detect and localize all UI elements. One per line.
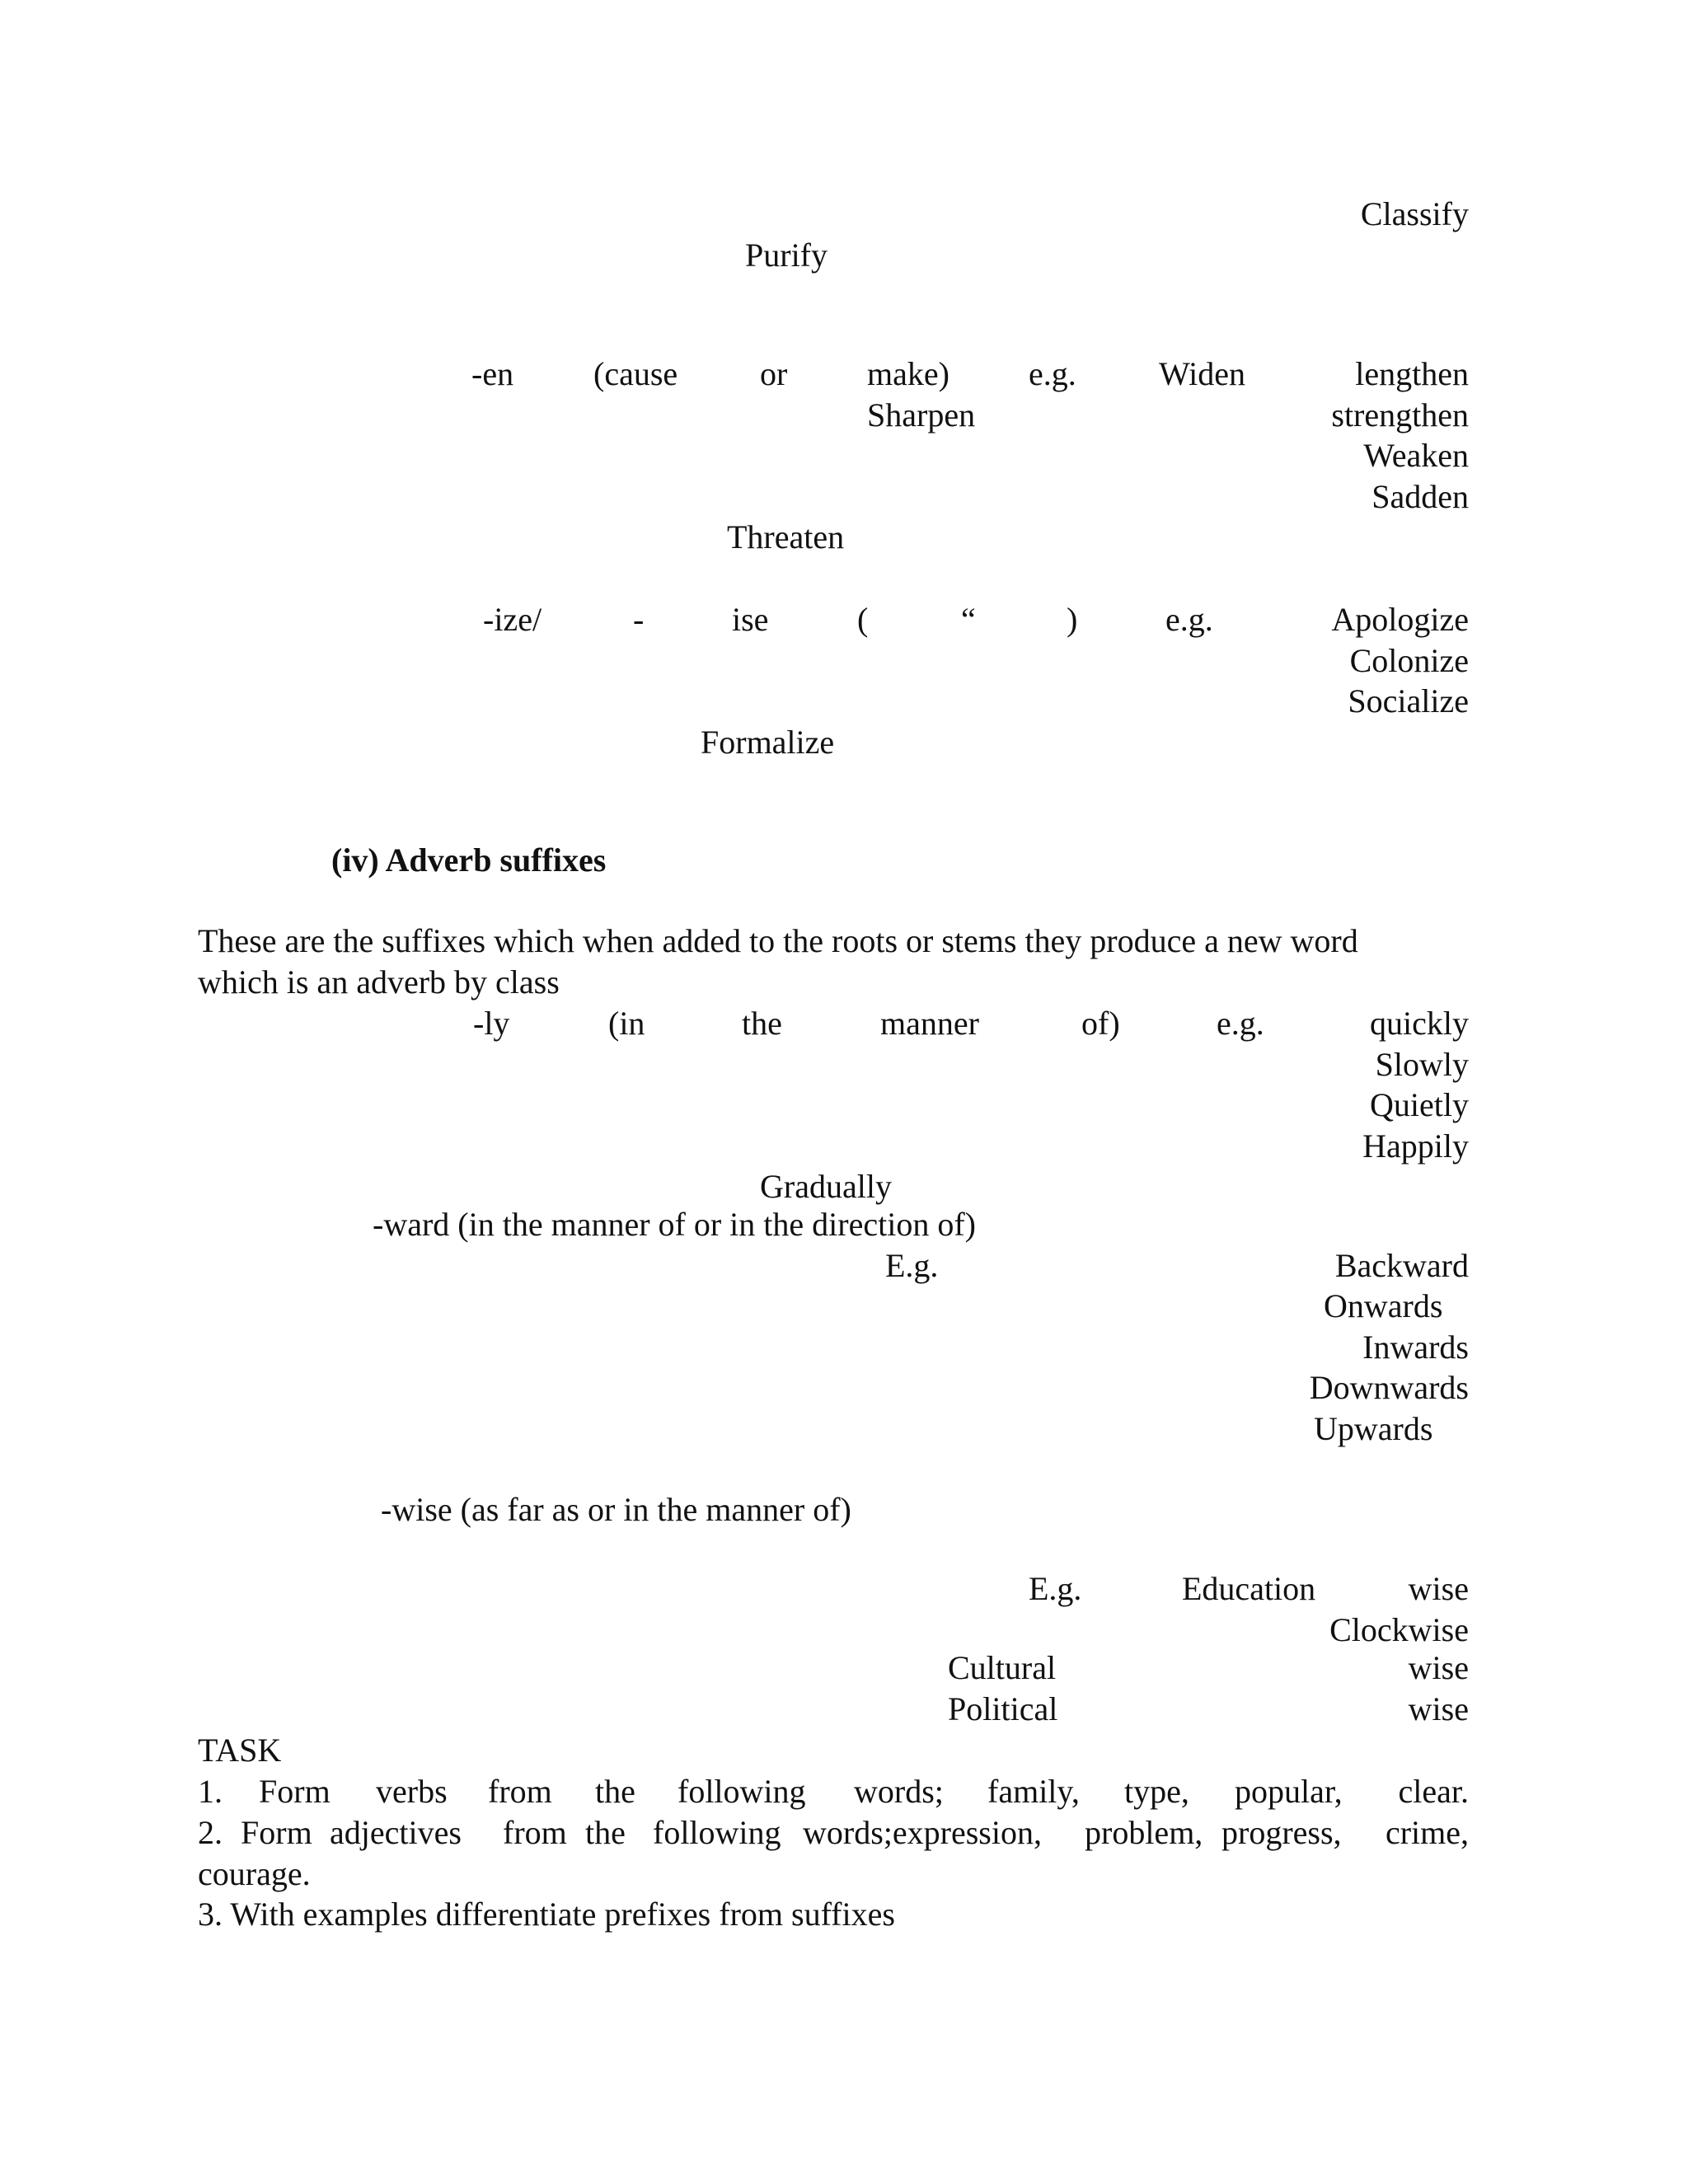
example-widen: Widen	[1159, 355, 1246, 392]
suffix-ly-meaning-2: the	[742, 1005, 782, 1042]
suffix-en-meaning-1: (cause	[593, 355, 678, 392]
suffix-wise-line: -wise (as far as or in the manner of)	[381, 1491, 851, 1528]
task-word: following	[653, 1814, 781, 1851]
task-item-2-continuation: courage.	[198, 1855, 311, 1892]
task-word: from	[488, 1773, 552, 1810]
suffix-ward-line: -ward (in the manner of or in the direction of)	[373, 1206, 976, 1243]
ditto-mark: “	[961, 601, 976, 638]
example-threaten: Threaten	[727, 518, 845, 555]
example-apologize: Apologize	[1331, 601, 1469, 638]
example-downwards: Downwards	[1309, 1369, 1469, 1406]
task-word: type,	[1124, 1773, 1189, 1810]
example-strengthen: strengthen	[1331, 396, 1469, 434]
eg-label: e.g.	[1029, 355, 1076, 392]
task-word: Form	[259, 1773, 331, 1810]
suffix-ly: -ly	[473, 1005, 510, 1042]
example-education: Education	[1182, 1570, 1316, 1607]
example-purify: Purify	[745, 237, 828, 274]
example-lengthen: lengthen	[1355, 355, 1469, 392]
intro-paragraph-line-1: These are the suffixes which when added to the roots or stems they produce a new word	[198, 922, 1358, 959]
example-quietly: Quietly	[1370, 1086, 1469, 1123]
example-clockwise: Clockwise	[1329, 1611, 1469, 1648]
task-item-number: 1.	[198, 1773, 223, 1810]
suffix-en-meaning-2: or	[760, 355, 788, 392]
example-socialize: Socialize	[1348, 682, 1469, 719]
example-colonize: Colonize	[1349, 642, 1469, 679]
suffix-ize: -ize/	[483, 601, 542, 638]
intro-paragraph-line-2: which is an adverb by class	[198, 963, 560, 1001]
task-word: problem,	[1085, 1814, 1203, 1851]
example-inwards: Inwards	[1362, 1329, 1469, 1366]
open-paren: (	[857, 601, 869, 638]
task-word: following	[678, 1773, 806, 1810]
task-word: words;expression,	[803, 1814, 1042, 1851]
example-formalize: Formalize	[701, 724, 835, 761]
example-onwards: Onwards	[1324, 1287, 1443, 1324]
suffix-ly-meaning-1: (in	[608, 1005, 645, 1042]
task-word: Form	[241, 1814, 312, 1851]
task-item-3: 3. With examples differentiate prefixes from suffixes	[198, 1896, 895, 1933]
example-sadden: Sadden	[1372, 478, 1469, 515]
task-word: popular,	[1235, 1773, 1343, 1810]
close-paren: )	[1067, 601, 1078, 638]
eg-label: E.g.	[885, 1247, 939, 1284]
task-word: from	[503, 1814, 567, 1851]
suffix-en-meaning-3: make)	[867, 355, 950, 392]
example-quickly: quickly	[1370, 1005, 1469, 1042]
example-wise: wise	[1408, 1649, 1469, 1686]
example-wise: wise	[1408, 1570, 1469, 1607]
task-word: clear.	[1398, 1773, 1469, 1810]
task-word: progress,	[1221, 1814, 1342, 1851]
example-upwards: Upwards	[1314, 1410, 1433, 1447]
suffix-en: -en	[471, 355, 514, 392]
eg-label: e.g.	[1165, 601, 1213, 638]
eg-label: e.g.	[1217, 1005, 1264, 1042]
task-word: verbs	[376, 1773, 448, 1810]
eg-label: E.g.	[1029, 1570, 1082, 1607]
section-heading: (iv) Adverb suffixes	[331, 841, 607, 879]
suffix-ly-meaning-3: manner	[880, 1005, 979, 1042]
example-political: Political	[948, 1690, 1058, 1727]
example-backward: Backward	[1334, 1247, 1469, 1284]
example-cultural: Cultural	[948, 1649, 1057, 1686]
task-word: crime,	[1385, 1814, 1469, 1851]
task-heading: TASK	[198, 1732, 282, 1769]
suffix-ly-meaning-4: of)	[1081, 1005, 1120, 1042]
example-sharpen: Sharpen	[867, 396, 976, 434]
example-weaken: Weaken	[1363, 437, 1469, 474]
task-word: words;	[854, 1773, 944, 1810]
example-classify: Classify	[1360, 195, 1469, 232]
suffix-dash: -	[633, 601, 645, 638]
suffix-ise: ise	[732, 601, 769, 638]
task-word: adjectives	[330, 1814, 462, 1851]
example-wise: wise	[1408, 1690, 1469, 1727]
task-word: family,	[987, 1773, 1080, 1810]
example-happily: Happily	[1362, 1127, 1469, 1165]
task-word: the	[595, 1773, 635, 1810]
example-slowly: Slowly	[1375, 1046, 1469, 1083]
task-word: the	[585, 1814, 626, 1851]
task-item-number: 2.	[198, 1814, 223, 1851]
example-gradually: Gradually	[760, 1168, 892, 1205]
